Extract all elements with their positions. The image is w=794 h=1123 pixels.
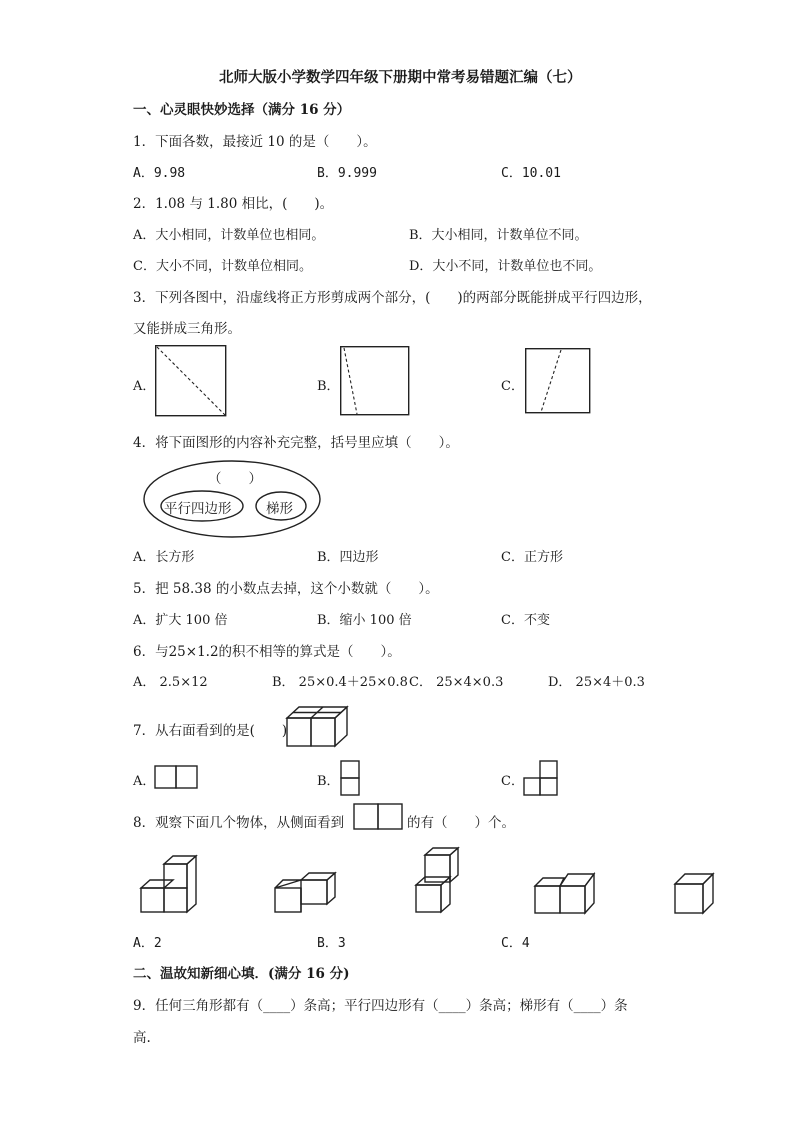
q3-square-a-figure [155,345,227,417]
q4-inner-parallelogram-label: 平行四边形 [164,501,232,517]
q1-stem: 1．下面各数，最接近 10 的是（ ）。 [133,134,377,150]
q7-option-b[interactable]: B． [317,774,340,789]
q8-option-c[interactable]: C．4 [501,936,530,951]
section-2-heading: 二、温故知新细心填．(满分 16 分) [133,966,350,982]
q7-view-c-figure [523,760,561,798]
q7-cube-solid-figure [286,705,356,749]
q3-square-b-figure [340,346,410,416]
q6-option-c[interactable]: C． 25×4×0.3 [409,675,504,690]
q2-option-c[interactable]: C．大小不同，计数单位相同。 [133,259,312,274]
q6-option-d[interactable]: D． 25×4＋0.3 [548,675,645,690]
q8-stem-end: 的有（ ）个。 [407,815,515,831]
q5-stem: 5．把 58.38 的小数点去掉，这个小数就（ ）。 [133,581,439,597]
q8-stem-start: 8．观察下面几个物体，从侧面看到 [133,815,345,831]
q2-option-b[interactable]: B．大小相同，计数单位不同。 [409,228,588,243]
q9-line1: 9．任何三角形都有（____）条高；平行四边形有（____）条高；梯形有（____）条 [133,998,628,1014]
q8-solid-2 [274,872,340,916]
q3-option-c[interactable]: C． [501,379,524,394]
page-title: 北师大版小学数学四年级下册期中常考易错题汇编（七） [219,69,582,86]
q6-option-b[interactable]: B． 25×0.4＋25×0.8 [272,675,408,690]
q1-option-b[interactable]: B．9.999 [317,166,377,181]
q4-option-b[interactable]: B．四边形 [317,550,379,565]
q8-option-a[interactable]: A．2 [133,936,162,951]
q2-stem: 2．1.08 与 1.80 相比，( )。 [133,196,334,212]
q4-stem: 4．将下面图形的内容补充完整，括号里应填（ ）。 [133,435,459,451]
q8-option-b[interactable]: B．3 [317,936,346,951]
q3-option-a[interactable]: A． [133,379,156,394]
q7-view-b-figure [340,760,362,798]
q7-view-a-figure [154,765,200,790]
q8-solid-4 [534,872,598,916]
q5-option-c[interactable]: C．不变 [501,613,550,628]
q4-option-a[interactable]: A．长方形 [133,550,195,565]
q3-stem-line1: 3．下列各图中，沿虚线将正方形剪成两个部分，( )的两部分既能拼成平行四边形， [133,290,652,306]
section-1-heading: 一、心灵眼快妙选择（满分 16 分） [133,102,351,118]
q6-stem: 6．与25×1.2的积不相等的算式是（ ）。 [133,644,401,660]
q1-option-a[interactable]: A．9.98 [133,166,186,181]
q1-option-c[interactable]: C．10.01 [501,166,561,181]
q3-option-b[interactable]: B． [317,379,340,394]
q5-option-b[interactable]: B．缩小 100 倍 [317,613,412,628]
q7-option-a[interactable]: A． [133,774,156,789]
q3-square-c-figure [525,348,591,414]
q4-option-c[interactable]: C．正方形 [501,550,563,565]
q7-option-c[interactable]: C． [501,774,524,789]
q2-option-a[interactable]: A．大小相同，计数单位也相同。 [133,228,325,243]
q8-solid-1 [140,854,200,916]
q4-blank[interactable]: （ ） [208,471,262,487]
q8-solid-5 [674,872,716,916]
q8-side-view-figure [353,803,405,831]
q6-option-a[interactable]: A． 2.5×12 [133,675,208,690]
q3-stem-line2: 又能拼成三角形。 [133,321,241,337]
q5-option-a[interactable]: A．扩大 100 倍 [133,613,228,628]
q4-inner-trapezoid-label: 梯形 [266,501,293,517]
q7-stem: 7．从右面看到的是( ) [133,723,288,739]
q8-solid-3 [415,847,459,915]
q9-line2: 高. [133,1030,151,1046]
q2-option-d[interactable]: D．大小不同，计数单位也不同。 [409,259,602,274]
